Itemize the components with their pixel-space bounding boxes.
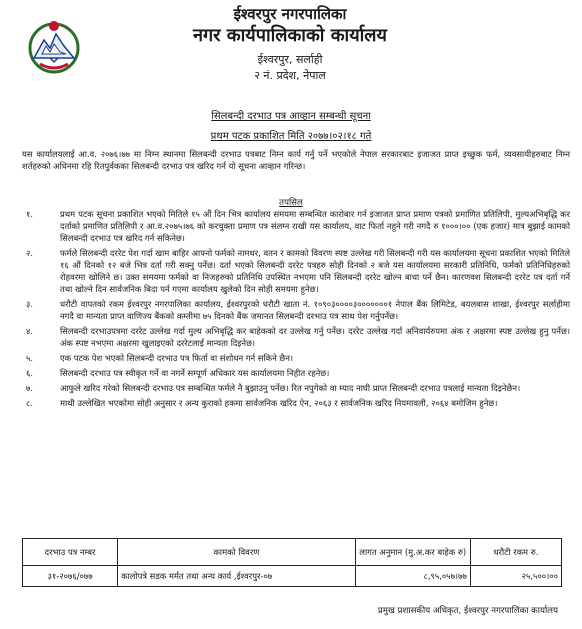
condition-text: एक पटक पेश भएको सिलबन्दी दरभाउ पत्र फिर्ता वा संशोधन गर्न सकिने छैन। xyxy=(60,353,294,363)
condition-text: माथी उल्लेखित भएकोमा सोही अनुसार र अन्य कुराको हकमा सार्वजनिक खरिद ऐन, २०६३ र सार्वजनिक खरिद नियमावली, २०६४ बमोजिम हुनेछ। xyxy=(60,398,498,408)
condition-number: २. xyxy=(26,248,34,258)
condition-item xyxy=(22,325,570,349)
conditions-list xyxy=(22,208,570,412)
municipality-name: ईश्वरपुर नगरपालिका xyxy=(233,5,347,23)
condition-text: आफुले खरिद गरेको सिलबन्दी दरभाउ पत्र सम्बन्धित फर्मले नै बुझाउनु पर्नेछ। रित नपुगेको वा म्याद नाघी प्राप्त सिलबन्दी दरभाउ पत्रलाई मान्यता दिइनेछैन। xyxy=(60,383,521,393)
condition-number: ७. xyxy=(26,383,34,393)
condition-text: प्रथम पटक सूचना प्रकाशित भएको मितिले १५ औं दिन भित्र कार्यालय समयमा सम्बन्धित कारोबार गर्न इजाजत प्राप्त प्रमाण पत्रको प्रमाणित प्रतिलिपी, मुल्यअभिबृद्धि कर दर्ताको प्रमाणित प्रतिलिपी र आ.व.२०७५।७६ को करचुक्ता प्रमाण पत्र संलग्न राखी यस कार्यालय, वाट फिर्ता नहुने गरी नगदै रु १०००।०० (एक हजार) मात्र बुझाई कामको सिलबन्दी दरभाउ पत्र खरिद गर्न सकिनेछ। xyxy=(60,209,570,243)
condition-item xyxy=(22,382,570,394)
condition-number: ४. xyxy=(26,326,34,336)
condition-item xyxy=(22,208,570,244)
condition-text: फर्मले सिलबन्दी दररेट पेश गर्दा खाम बाहिर आफ्नो फर्मको नामथर, वतन र कामको विवरण स्पष्ट उल्लेख गरी सिलबन्दी गरी यस कार्यालयमा सूचना प्रकाशित भएको मितिले १६ औं दिनको १२ बजे भित्र दर्ता गरी सक्नु पर्नेछ। दर्ता भएको सिलबन्दी दररेट पत्रहरु सोही दिनको २ बजे यस कार्यालयमा सरकारी प्रतिनिधि, फर्मको प्रतिनिधिहरुको रोहवरमा खोलिने छ। उक्त समयमा फर्मको वा निजहरुको प्रतिनिधि उपस्थित नभएमा पनि सिलबन्दी दररेट खोल्न बाधा पर्ने छैन। कारणवश सिलबन्दी दररेट पत्र दर्ता गर्ने तथा खोल्ने दिन सार्वजनिक बिदा पर्न गएमा कार्यालय खुलेको दिन सोही समयमा हुनेछ। xyxy=(60,248,570,294)
cell-bid-number: ३१-२०७६/०७७ xyxy=(23,566,118,587)
header-work-description: कामको विवरण xyxy=(118,539,355,566)
cell-deposit-amount: २५,५००।०० xyxy=(470,566,561,587)
condition-item xyxy=(22,298,570,322)
condition-number: ३. xyxy=(26,299,34,309)
nepal-government-emblem-icon xyxy=(20,12,88,80)
cell-work-description: कालोपत्रे सडक मर्मत तथा अन्य कार्य ,ईश्वरपुर-०७ xyxy=(118,566,355,587)
header-cost-estimate: लागत अनुमान (मु.अ.कर बाहेक रु) xyxy=(355,539,470,566)
notice-intro: यस कार्यालयलाई आ.व. २०७६।७७ मा निम्न स्थानमा सिलबन्दी दरभाउ पत्रबाट निम्न कार्य गर्नु पर्ने भएकोले नेपाल सरकारबाट इजाजत प्राप्त इच्छुक फर्म, व्यवसायीहरुबाट निम्न शर्तहरुको अधिनमा रहि रितपुर्वकका सिलबन्दी दरभाउ पत्र खरिद गर्न यो सूचना आव्हान गरिन्छ। xyxy=(22,149,570,171)
condition-text: सिलबन्दी दरभाउ पत्र स्वीकृत गर्ने वा नगर्ने सम्पूर्ण अधिकार यस कार्यालयमा निहीत रहनेछ। xyxy=(60,368,330,378)
table-header-row xyxy=(23,539,562,566)
condition-text: सिलबन्दी दरभाउपत्रमा दररेट उल्लेख गर्दा मुल्य अभिबृद्धि कर बाहेकको दर उल्लेख गर्नु पर्नेछ। दररेट उल्लेख गर्दा अनिवार्यरुपमा अंक र अक्षरमा स्पष्ट उल्लेख हुनु पर्नेछ। अंक स्पष्ट नभएमा अक्षरमा खुलाइएको दररेटलाई मान्यता दिइनेछ। xyxy=(60,326,570,348)
condition-item xyxy=(22,367,570,379)
office-address: ईश्वरपुर, सर्लाही xyxy=(257,53,323,66)
province-line: २ नं. प्रदेश, नेपाल xyxy=(254,69,326,82)
notice-date-line: प्रथम पटक प्रकाशित मिति २०७७।०२।१८ गते xyxy=(210,131,372,142)
header-bid-number: दरभाउ पत्र नम्बर xyxy=(23,539,118,566)
condition-number: ८. xyxy=(26,398,34,408)
office-name: नगर कार्यपालिकाको कार्यालय xyxy=(193,25,387,46)
notice-title-block xyxy=(0,104,582,144)
condition-number: ५. xyxy=(26,353,34,363)
header-deposit-amount: धरौटी रकम रु. xyxy=(470,539,561,566)
signature-line: प्रमुख प्रशासकीय अधिकृत, ईश्वरपुर नगरपालिका कार्यालय xyxy=(377,606,558,616)
notice-title: सिलबन्दी दरभाउ पत्र आव्हान सम्बन्धी सूचना xyxy=(211,111,371,122)
bid-table xyxy=(22,538,562,587)
condition-item xyxy=(22,352,570,364)
letterhead xyxy=(120,4,460,84)
table-row xyxy=(23,566,562,587)
condition-item xyxy=(22,247,570,295)
details-heading: तपसिल xyxy=(279,198,303,208)
condition-item xyxy=(22,397,570,409)
condition-number: १. xyxy=(26,209,34,219)
condition-text: धरौटी वापतको रकम ईश्वरपुर नगरपालिका कार्यालय, ईश्वरपुरको धरौटी खाता नं. १०९०३००००३०००००००१ नेपाल बैंक लिमिटेड, बयलबास शाखा, ईश्वरपुर सर्लाहीमा नगदै वा मान्यता प्राप्त वाणिज्य बैंकको कम्तीमा ७५ दिनको बैंक जमानत सिलबन्दी दरभाउ पत्र साथ पेश गर्नुपर्नेछ। xyxy=(60,299,570,321)
condition-number: ६. xyxy=(26,368,34,378)
cell-cost-estimate: ८,९५,०५७।७७ xyxy=(355,566,470,587)
